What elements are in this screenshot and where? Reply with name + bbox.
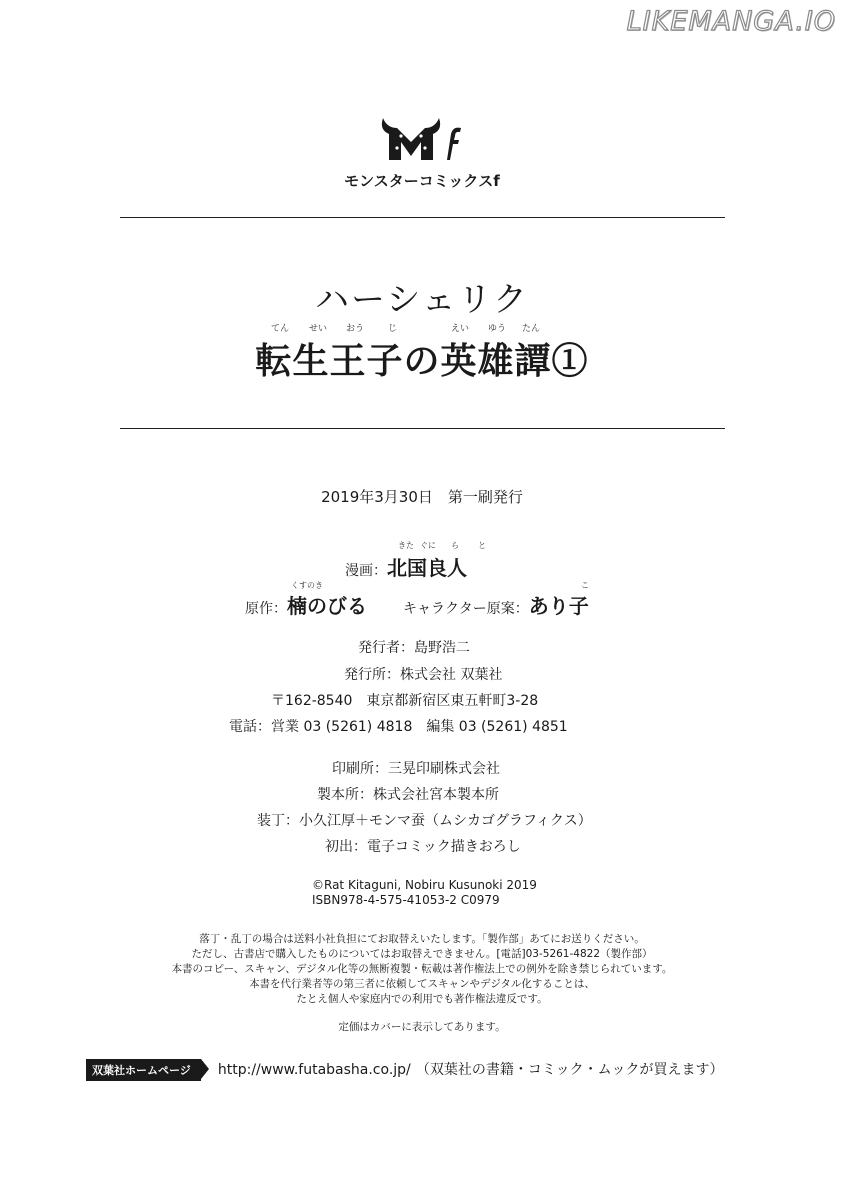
publisher-company: 発行所：株式会社 双葉社 [344,667,503,683]
manga-ruby-2: ぐに [420,541,436,550]
series-title: ハーシェリク [315,280,529,320]
notice-line: ただし、古書店で購入したものについてはお取替えできません。[電話]03-5261-4822（製作部） [191,948,653,960]
homepage-url[interactable]: http://www.futabasha.co.jp/ [217,1062,411,1078]
character-name: あり子 [528,594,589,618]
subtitle-ruby [0,321,844,333]
original-label: 原作： [245,601,287,617]
manga-name: 北国良人 [387,556,467,580]
watermark-text: LIKEMANGA.IO [626,6,836,37]
label-name: モンスターコミックスf [344,172,500,190]
homepage-line [86,1059,723,1081]
ruby-tan: たん [522,324,541,334]
book-subtitle: 転生王子の英雄譚① [255,340,589,382]
publisher-address: 〒162-8540 東京都新宿区東五軒町3-28 [271,693,539,709]
publisher-logo [0,112,844,191]
divider-top [120,217,725,218]
character-ruby: こ [581,581,589,590]
original-credit [245,590,367,619]
ruby-sei: せい [309,324,328,334]
homepage-note: （双葉社の書籍・コミック・ムックが買えます） [415,1062,724,1078]
notice-line: 落丁・乱丁の場合は送料小社負担にてお取替えいたします。「製作部」あてにお送りください。 [199,933,645,945]
notice-line: 本書を代行業者等の第三者に依頼してスキャンやデジタル化することは、 [249,978,595,990]
manga-credit [345,552,467,581]
binding-company: 製本所：株式会社宮本製本所 [317,787,499,803]
credits-block [0,540,844,620]
monster-comics-logo-icon [377,112,467,166]
manga-label: 漫画： [345,563,387,579]
copyright-block [312,878,537,908]
divider-bottom [120,428,725,429]
homepage-label: 双葉社ホームページ [86,1059,201,1081]
notice-line: たとえ個人や家庭内での利用でも著作権法違反です。 [296,993,548,1005]
isbn-line: ISBN978-4-575-41053-2 C0979 [312,893,500,907]
ruby-yuu: ゆう [488,324,507,334]
book-design: 装丁：小久江厚＋モンマ蚕（ムシカゴグラフィクス） [257,813,592,829]
first-appearance: 初出：電子コミック描きおろし [325,839,521,855]
publisher-person: 発行者：島野浩二 [358,640,470,656]
publisher-phone: 電話：営業 03 (5261) 4818 編集 03 (5261) 4851 [229,719,568,735]
manga-ruby-4: と [478,541,486,550]
original-name: 楠のびる [287,594,367,618]
ruby-ei: えい [451,324,470,334]
ruby-ou: おう [346,324,365,334]
manga-ruby-1: きた [398,541,414,550]
notice-line: 本書のコピー、スキャン、デジタル化等の無断複製・転載は著作権法上での例外を除き禁じられています。 [171,963,673,975]
copyright-line: ©Rat Kitaguni, Nobiru Kusunoki 2019 [312,878,537,892]
ruby-ji: じ [388,324,398,334]
price-note: 定価はカバーに表示してあります。 [338,1021,506,1033]
character-label: キャラクター原案： [403,601,529,617]
legal-notices [0,932,844,1007]
publication-date: 2019年3月30日 第一刷発行 [321,488,523,506]
ruby-ten: てん [271,324,290,334]
printing-company: 印刷所：三晃印刷株式会社 [332,761,500,777]
character-credit [403,590,589,619]
original-ruby: くすのき [291,581,323,590]
manga-ruby-3: ら [451,541,459,550]
